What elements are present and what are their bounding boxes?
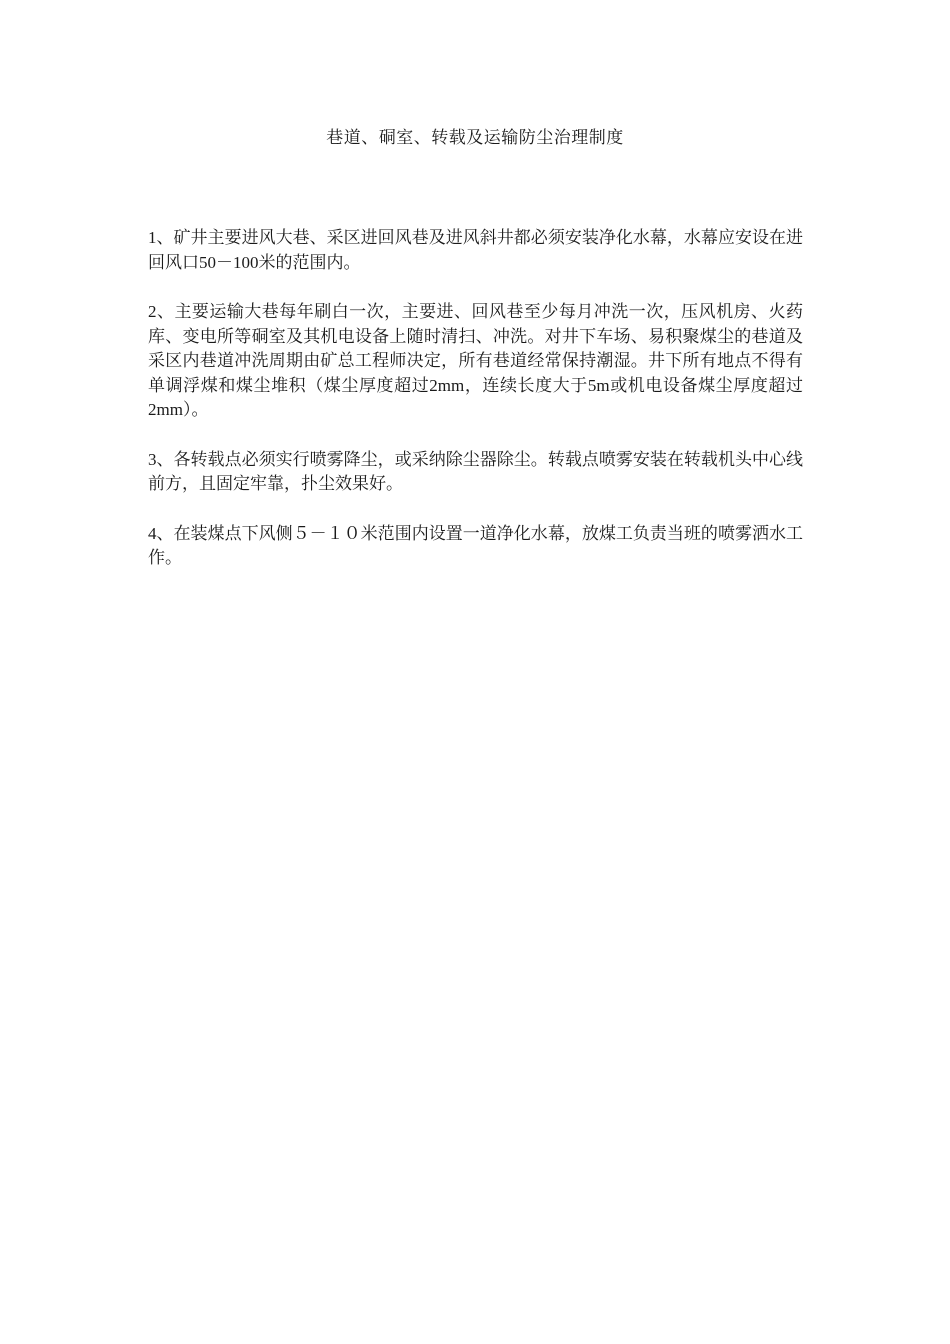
document-body: [148, 226, 803, 596]
document-title: 巷道、硐室、转载及运输防尘治理制度: [326, 128, 624, 147]
paragraph-1: 1、矿井主要进风大巷、采区进回风巷及进风斜井都必须安装净化水幕，水幕应安设在进回风口50－100米的范围内。: [148, 228, 803, 272]
paragraph-2: 2、主要运输大巷每年刷白一次，主要进、回风巷至少每月冲洗一次，压风机房、火药库、变电所等硐室及其机电设备上随时清扫、冲洗。对井下车场、易积聚煤尘的巷道及采区内巷道冲洗周期由矿总工程师决定，所有巷道经常保持潮湿。井下所有地点不得有单调浮煤和煤尘堆积（煤尘厚度超过2mm，连续长度大于5m或机电设备煤尘厚度超过2mm）。: [148, 302, 803, 419]
paragraph-3: 3、各转载点必须实行喷雾降尘，或采纳除尘器除尘。转载点喷雾安装在转载机头中心线前方，且固定牢靠，扑尘效果好。: [148, 449, 803, 493]
paragraph-4: 4、在装煤点下风侧５－１０米范围内设置一道净化水幕，放煤工负责当班的喷雾洒水工作。: [148, 523, 803, 567]
